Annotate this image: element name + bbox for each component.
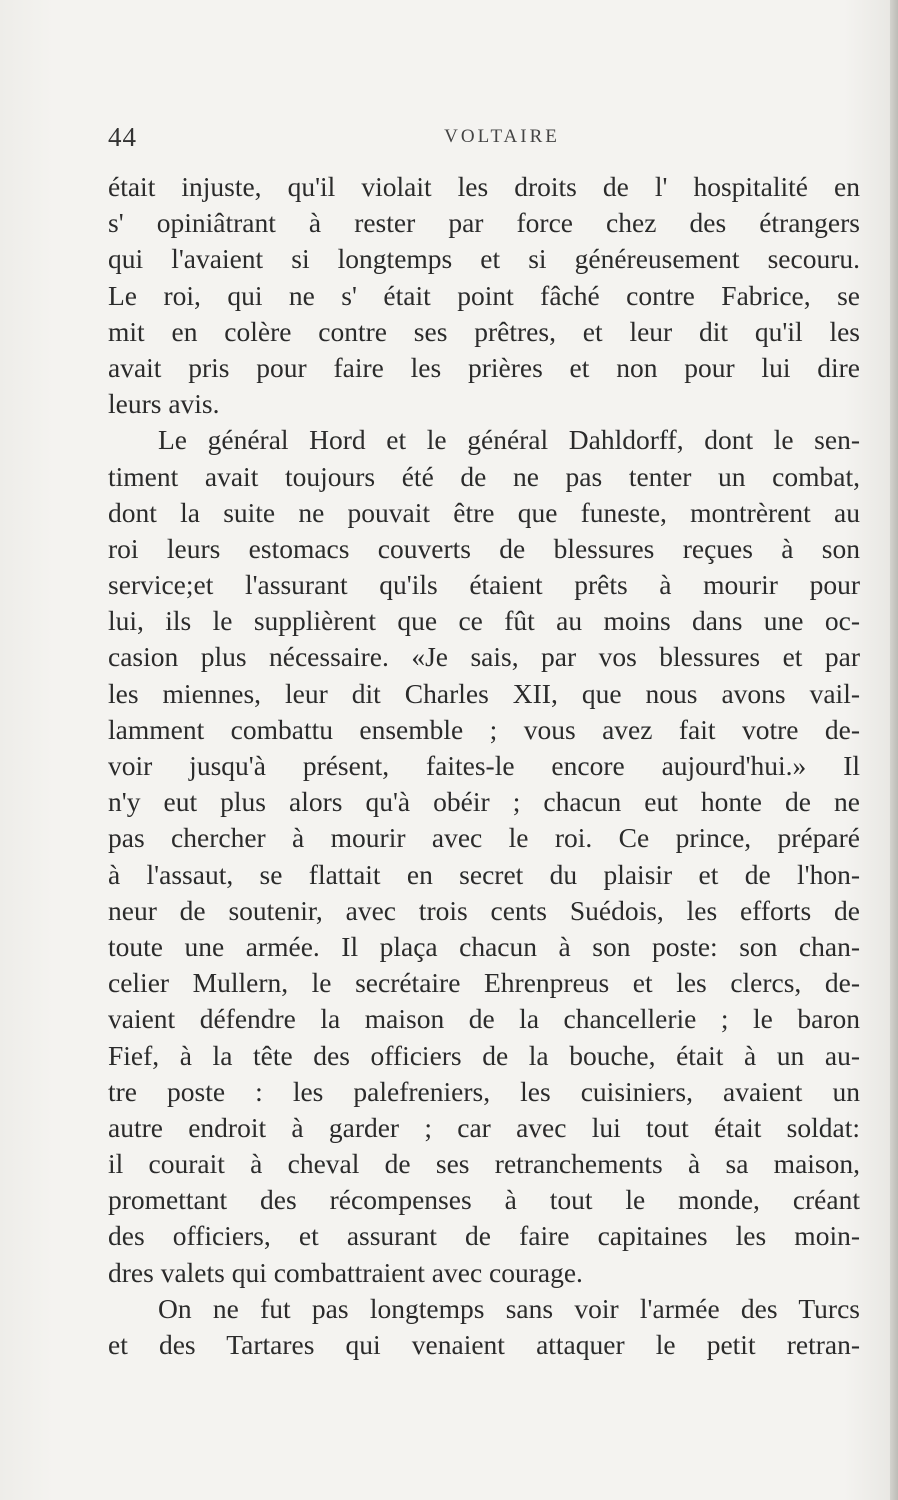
text-line: service;et l'assurant qu'ils étaient prêts à mourir pour [108, 569, 860, 601]
text-line: avait pris pour faire les prières et non pour lui dire [108, 351, 860, 383]
running-title: VOLTAIRE [444, 126, 560, 147]
text-line: des officiers, et assurant de faire capitaines les moin- [108, 1220, 860, 1252]
text-line: vaient défendre la maison de la chancellerie ; le baron [108, 1003, 860, 1035]
text-line: dres valets qui combattraient avec courage. [108, 1256, 583, 1288]
text-line: lamment combattu ensemble ; vous avez fait votre de- [108, 713, 860, 745]
text-line: à l'assaut, se flattait en secret du plaisir et de l'hon- [108, 858, 860, 890]
text-line: lui, ils le supplièrent que ce fût au moins dans une oc- [108, 605, 860, 637]
page-header [108, 118, 850, 154]
text-line: était injuste, qu'il violait les droits de l' hospitalité en [108, 171, 860, 202]
text-line: dont la suite ne pouvait être que funeste, montrèrent au [108, 496, 860, 528]
text-line: timent avait toujours été de ne pas tenter un combat, [108, 460, 860, 492]
text-line: il courait à cheval de ses retranchements à sa maison, [108, 1148, 860, 1180]
paragraph [108, 1291, 860, 1363]
text-line: tre poste : les palefreniers, les cuisiniers, avaient un [108, 1075, 860, 1107]
body-text [108, 169, 860, 1363]
text-line: les miennes, leur dit Charles XII, que nous avons vail- [108, 677, 860, 709]
text-line: pas chercher à mourir avec le roi. Ce prince, préparé [108, 822, 860, 854]
text-line: s' opiniâtrant à rester par force chez des étrangers [108, 207, 860, 239]
text-line: roi leurs estomacs couverts de blessures reçues à son [108, 532, 860, 564]
text-line: Le roi, qui ne s' était point fâché contre Fabrice, se [108, 279, 860, 311]
text-line: autre endroit à garder ; car avec lui tout était soldat: [108, 1111, 860, 1143]
text-line: et des Tartares qui venaient attaquer le petit retran- [108, 1329, 860, 1360]
page-edge-shadow [890, 0, 898, 1500]
text-line: neur de soutenir, avec trois cents Suédois, les efforts de [108, 894, 860, 926]
text-line: celier Mullern, le secrétaire Ehrenpreus et les clercs, de- [108, 967, 860, 999]
text-line: leurs avis. [108, 388, 220, 420]
paragraph [108, 422, 860, 1291]
page-number: 44 [108, 122, 137, 152]
text-line: casion plus nécessaire. «Je sais, par vos blessures et par [108, 641, 860, 673]
paragraph [108, 169, 860, 422]
text-line: toute une armée. Il plaça chacun à son poste: son chan- [108, 930, 860, 962]
text-line: On ne fut pas longtemps sans voir l'armée des Turcs [158, 1292, 860, 1324]
text-line: mit en colère contre ses prêtres, et leur dit qu'il les [108, 315, 860, 347]
text-line: qui l'avaient si longtemps et si généreusement secouru. [108, 243, 860, 275]
text-line: n'y eut plus alors qu'à obéir ; chacun eut honte de ne [108, 786, 860, 818]
text-line: Le général Hord et le général Dahldorff, dont le sen- [158, 424, 860, 456]
text-line: Fief, à la tête des officiers de la bouche, était à un au- [108, 1039, 860, 1071]
text-line: voir jusqu'à présent, faites-le encore aujourd'hui.» Il [108, 750, 860, 781]
text-line: promettant des récompenses à tout le monde, créant [108, 1184, 860, 1216]
